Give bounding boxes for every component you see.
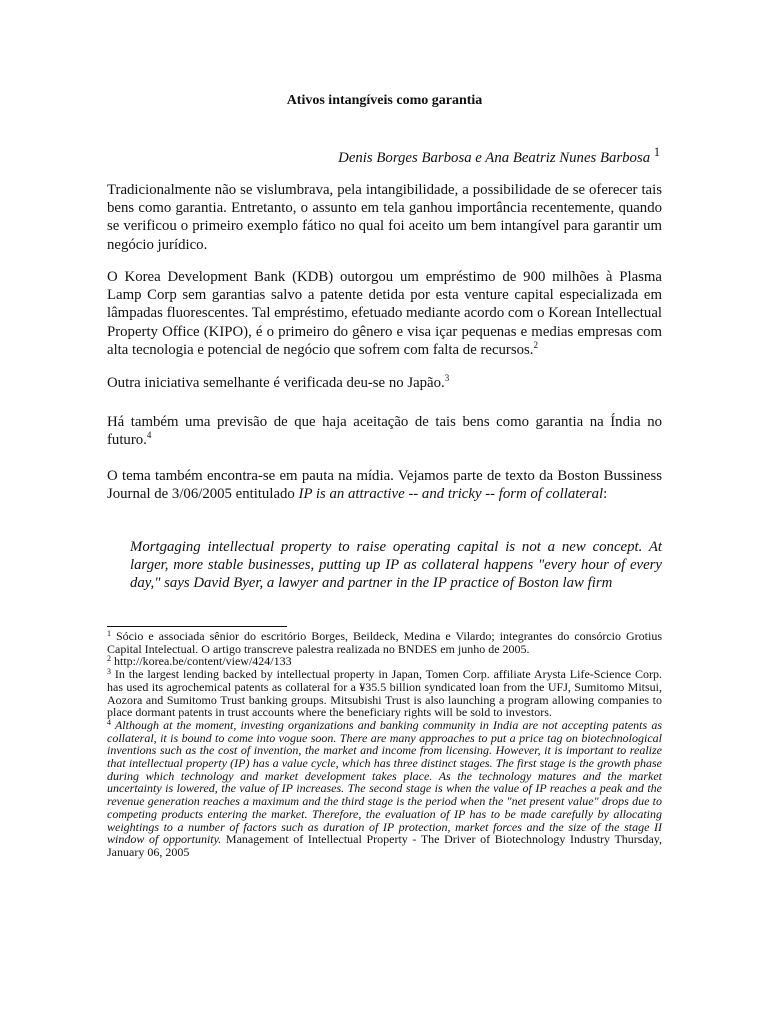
footnote-ref-4[interactable]: 4	[146, 430, 152, 441]
paragraph-1: Tradicionalmente não se vislumbrava, pela intangibilidade, a possibilidade de se oferecer tais bens como garantia. Entretanto, o assunto em tela ganhou importância recentemente, quando se verificou o primeiro exemplo fático no qual foi aceito um bem intangível para garantir um negócio jurídico.	[107, 182, 662, 253]
block-quote: Mortgaging intellectual property to raise operating capital is not a new concept. At larger, more stable businesses, putting up IP as collateral happens "every hour of every day," says David Byer, a lawyer and partner in the IP practice of Boston law firm	[130, 539, 662, 592]
document-title: Ativos intangíveis como garantia	[286, 93, 483, 108]
paragraph-5	[107, 467, 662, 503]
footnote-number-4: 4	[107, 717, 111, 727]
footnote-divider	[107, 626, 287, 627]
paragraph-4	[107, 413, 662, 449]
article-title: IP is an attractive -- and tricky -- form of collateral	[298, 486, 604, 503]
paragraph-2	[107, 268, 662, 359]
paragraph-2-text: O Korea Development Bank (KDB) outorgou um empréstimo de 900 milhões à Plasma Lamp Corp sem garantias salvo a patente detida por esta venture capital especializada em lâmpadas fluorescentes. Tal empréstimo, efetuado mediante acordo com o Korean Intellectual Property Office (KIPO), é o primeiro do gênero e visa içar pequenas e medias empresas com alta tecnologia e potencial de negócio que sofrem com falta de recursos.	[107, 269, 662, 358]
footnote-4-quote: Although at the moment, investing organizations and banking community in India are not accepting patents as collateral, it is bound to come into vogue soon. There are many approaches to put a price tag on biotechnological inventions such as the cost of invention, the market and income from licensing. However, it is important to realize that intellectual property (IP) has a value cycle, which has three distinct stages. The first stage is the growth phase during which technology and market development takes place. As the technology matures and the market uncertainty is lowered, the value of IP increases. The second stage is when the value of IP reaches a peak and the revenue generation reaches a maximum and the third stage is the period when the "net present value" drops due to competing products entering the market. Therefore, the evaluation of IP has to be made carefully by allocating weightings to a number of factors such as duration of IP protection, market forces and the size of the stage II window of opportunity.	[107, 717, 662, 847]
footnote-ref-3[interactable]: 3	[444, 373, 450, 383]
footnote-3-text: In the largest lending backed by intellectual property in Japan, Tomen Corp. affiliate Arysta Life-Science Corp. has used its agrochemical patents as collateral for a ¥35.5 billion syndicated loan from the UFJ, Sumitomo Mitsui, Aozora and Sumitomo Trust banking groups. Mitsubishi Trust is also launching a program allowing companies to place dormant patents in trust accounts where the beneficiary rights will be sold to investors.	[107, 667, 662, 720]
paragraph-3	[107, 374, 662, 392]
footnote-4	[107, 719, 662, 859]
footnotes	[107, 630, 662, 859]
authors-text: Denis Borges Barbosa e Ana Beatriz Nunes Barbosa	[338, 149, 651, 166]
paragraph-5-end: :	[603, 486, 608, 503]
footnote-1	[107, 630, 662, 655]
footnote-1-text: Sócio e associada sênior do escritório Borges, Beildeck, Medina e Vilardo; integrantes do consórcio Grotius Capital Intelectual. O artigo transcreve palestra realizada no BNDES em junho de 2005.	[107, 629, 662, 656]
footnote-number-2: 2	[107, 654, 111, 664]
author-line	[107, 143, 660, 167]
footnote-number-1: 1	[107, 629, 111, 638]
paragraph-5-text: O tema também encontra-se em pauta na mídia. Vejamos parte de texto da Boston Bussiness Journal de 3/06/2005 entitulado	[107, 468, 662, 503]
paragraph-3-text: Outra iniciativa semelhante é verificada deu-se no Japão.	[107, 375, 445, 391]
footnote-4-source: Management of Intellectual Property - The Driver of Biotechnology Industry Thursday, January 06, 2005	[107, 832, 662, 859]
footnote-number-3: 3	[107, 667, 111, 677]
footnote-2-link[interactable]: http://korea.be/content/view/424/133	[111, 654, 292, 669]
paragraph-4-text: Há também uma previsão de que haja aceitação de tais bens como garantia na Índia no futuro.	[107, 414, 662, 449]
footnote-ref-1[interactable]: 1	[653, 145, 660, 159]
footnote-3	[107, 668, 662, 719]
footnote-ref-2[interactable]: 2	[533, 339, 538, 350]
